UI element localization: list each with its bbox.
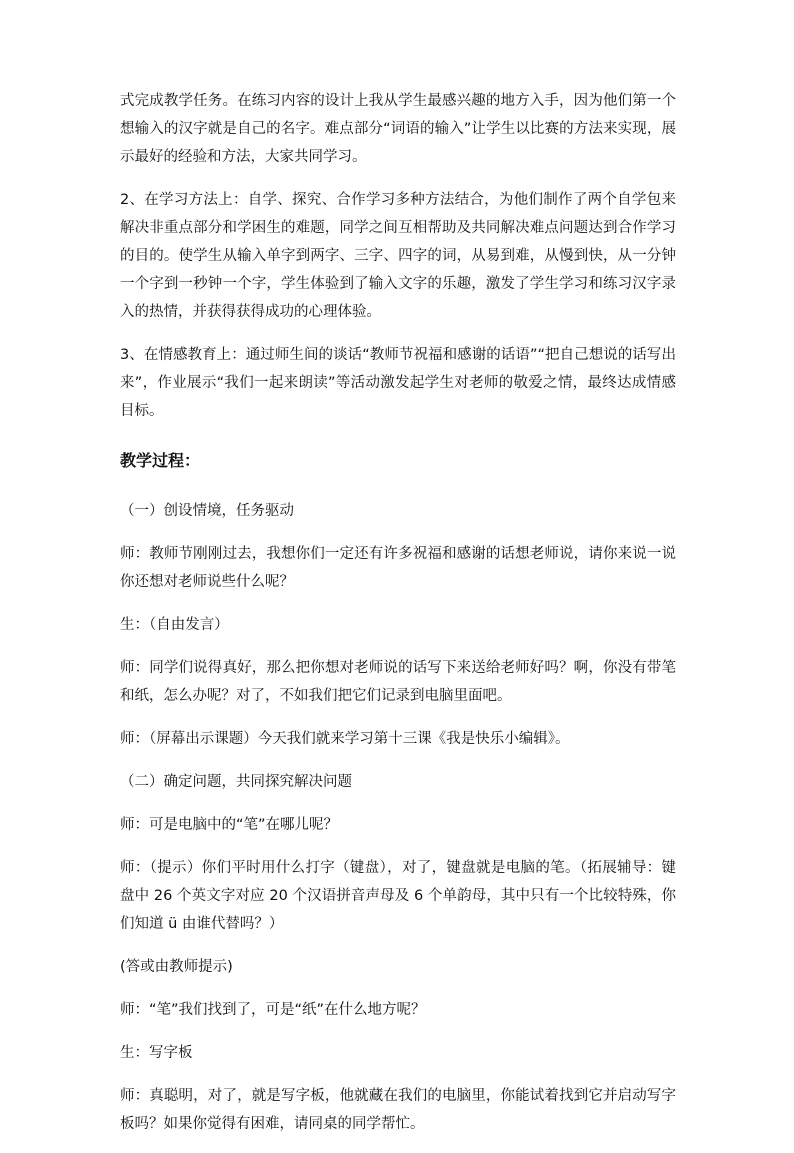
paragraph-teacher-write-down: 师：同学们说得真好，那么把你想对老师说的话写下来送给老师好吗？啊，你没有带笔和纸，怎么办呢？对了，不如我们把它们记录到电脑里面吧。 — [120, 660, 676, 704]
paragraph-launch-wordpad: 师：真聪明，对了，就是写字板，他就藏在我们的电脑里，你能试着找到它并启动写字板吗？如果你觉得有困难，请同桌的同学帮忙。 — [120, 1088, 676, 1132]
subheading-create-situation: （一）创设情境，任务驱动 — [120, 503, 294, 519]
paragraph-teacher-intro: 师：教师节刚刚过去，我想你们一定还有许多祝福和感谢的话想老师说，请你来说一说你还想对老师说些什么呢？ — [120, 546, 676, 590]
paragraph-lesson-title: 师：（屏幕出示课题）今天我们就来学习第十三课《我是快乐小编辑》。 — [120, 731, 570, 747]
paragraph-student-response: 生：（自由发言） — [120, 617, 229, 633]
subheading-explore-problem: （二）确定问题，共同探究解决问题 — [120, 774, 352, 790]
paragraph-where-is-pen: 师：可是电脑中的“笔”在哪儿呢？ — [120, 817, 339, 833]
paragraph-wordpad-answer: 生：写字板 — [120, 1045, 193, 1061]
paragraph-learning-methods: 2、在学习方法上：自学、探究、合作学习多种方法结合，为他们制作了两个自学包来解决非重点部分和学困生的难题，同学之间互相帮助及共同解决难点问题达到合作学习的目的。使学生从输入单字到两字、三字、四字的词，从易到难，从慢到快，从一分钟一个字到一秒钟一个字，学生体验到了输入文字的乐趣，激发了学生学习和练习汉字录入的热情，并获得获得成功的心理体验。 — [120, 192, 676, 320]
section-heading-teaching-process: 教学过程： — [120, 451, 201, 470]
paragraph-emotional-education: 3、在情感教育上：通过师生间的谈话“教师节祝福和感谢的话语”“把自己想说的话写出来”，作业展示“我们一起来朗读”等活动激发起学生对老师的敬爱之情，最终达成情感目标。 — [120, 347, 676, 419]
paragraph-where-is-paper: 师：“笔”我们找到了，可是“纸”在什么地方呢？ — [120, 1002, 426, 1018]
document-page — [120, 87, 676, 1153]
paragraph-teaching-design: 式完成教学任务。在练习内容的设计上我从学生最感兴趣的地方入手，因为他们第一个想输入的汉字就是自己的名字。难点部分“词语的输入”让学生以比赛的方法来实现，展示最好的经验和方法，大家共同学习。 — [120, 93, 676, 165]
paragraph-keyboard-hint: 师：（提示）你们平时用什么打字（键盘），对了，键盘就是电脑的笔。（拓展辅导：键盘中 26 个英文字对应 20 个汉语拼音声母及 6 个单韵母，其中只有一个比较特殊，你们知道 ü 由谁代替吗？） — [120, 860, 676, 932]
paragraph-teacher-prompt: (答或由教师提示) — [120, 959, 233, 975]
